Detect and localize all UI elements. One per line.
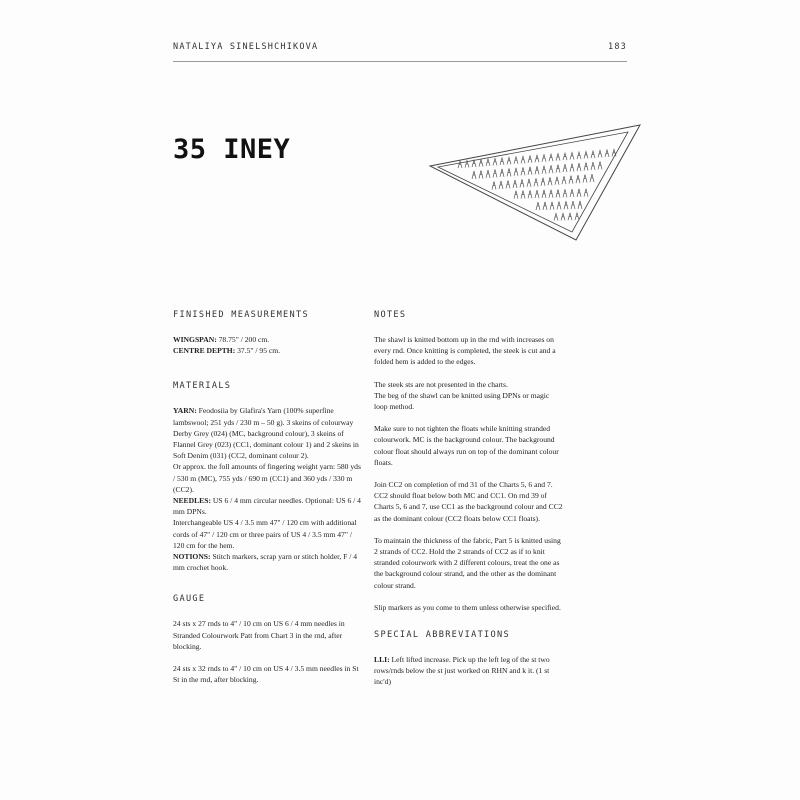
centre-depth-value: 37.5" / 95 cm.: [235, 346, 281, 356]
special-abbreviations-heading: SPECIAL ABBREVIATIONS: [374, 630, 510, 641]
note-floats: Make sure to not tighten the floats while knitting stranded colourwork. MC is the background colour. The background colour float should always run on top of the dominant colour floats.: [374, 424, 559, 467]
pattern-title: 35 INEY: [173, 134, 291, 165]
centre-depth-line: [173, 345, 363, 356]
author-name: NATALIYA SINELSHCHIKOVA: [173, 42, 319, 52]
needles-label: NEEDLES:: [173, 496, 211, 506]
notions-text: Stitch markers, scrap yarn or stitch holder, F / 4 mm crochet hook.: [173, 552, 358, 573]
note-beginning: The beg of the shawl can be knitted using DPNs or magic loop method.: [374, 390, 550, 412]
lli-text: Left lifted increase. Pick up the left leg of the st two rows/rnds below the st just worked on RHN and k it. (1 st inc'd): [374, 655, 550, 687]
materials-heading: MATERIALS: [173, 381, 232, 392]
needles-alternative: Interchangeable US 4 / 3.5 mm 47" / 120 cm with additional cords of 47" / 120 cm or three pairs of US 4 / 3.5 mm 47" / 120 cm for the hem.: [173, 518, 357, 550]
yarn-alternative: Or approx. the foll amounts of fingering weight yarn: 580 yds / 530 m (MC), 755 yds / 690 m (CC1) and 360 yds / 330 m (CC2).: [173, 462, 361, 494]
finished-measurements-heading: FINISHED MEASUREMENTS: [173, 310, 309, 320]
wingspan-line: [173, 334, 363, 345]
note-steek: The steek sts are not presented in the charts.: [374, 379, 508, 389]
right-column: [374, 310, 564, 699]
header-rule: [173, 61, 627, 62]
left-column: [173, 310, 363, 696]
note-markers: Slip markers as you come to them unless otherwise specified.: [374, 602, 561, 612]
needles-text: US 6 / 4 mm circular needles. Optional: US 6 / 4 mm DPNs.: [173, 496, 361, 517]
note-part5: To maintain the thickness of the fabric, Part 5 is knitted using 2 strands of CC2. Hold the 2 strands of CC2 as if to knit stranded colourwork with 2 different colours, treat the one as the background colour strand, and the other as the dominant colour strand.: [374, 535, 561, 590]
notions-label: NOTIONS:: [173, 552, 211, 562]
page-number: 183: [608, 42, 627, 52]
wingspan-label: WINGSPAN:: [173, 335, 217, 344]
abbreviation-lli: [374, 654, 564, 688]
note-construction: The shawl is knitted bottom up in the rnd with increases on every rnd. Once knitting is completed, the steek is cut and a folded hem is added to the edges.: [374, 335, 556, 367]
notions-line: [173, 551, 363, 573]
notes-heading: NOTES: [374, 310, 407, 320]
note-cc2: Join CC2 on completion of rnd 31 of the Charts 5, 6 and 7. CC2 should float below both MC and CC1. On rnd 39 of Charts 5, 6 and 7, use CC1 as the background colour and CC2 as the dominant colour (CC2 floats below CC1 floats).: [374, 480, 563, 523]
yarn-line: [173, 405, 363, 461]
needles-line: [173, 495, 363, 517]
gauge-heading: GAUGE: [173, 594, 206, 605]
gauge-stranded: 24 sts x 27 rnds to 4" / 10 cm on US 6 / 4 mm needles in Stranded Colourwork Patt from Chart 3 in the rnd, after blocking.: [173, 619, 345, 651]
shawl-icon: [428, 122, 642, 244]
yarn-text: Feodosiia by Glafira's Yarn (100% superfine lambswool; 251 yds / 230 m – 50 g). 3 skeins of colourway Derby Grey (024) (MC, background colour), 3 skeins of Flannel Grey (023) (CC1, dominant colour 1) and 2 skeins in Soft Denim (031) (CC2, dominant colour 2).: [173, 406, 359, 461]
centre-depth-label: CENTRE DEPTH:: [173, 346, 236, 356]
lli-label: LLI:: [374, 655, 390, 665]
yarn-label: YARN:: [173, 406, 197, 416]
wingspan-value: 78.75" / 200 cm.: [216, 335, 270, 344]
gauge-stockinette: 24 sts x 32 rnds to 4" / 10 cm on US 4 / 3.5 mm needles in St St in the rnd, after blocking.: [173, 664, 359, 685]
